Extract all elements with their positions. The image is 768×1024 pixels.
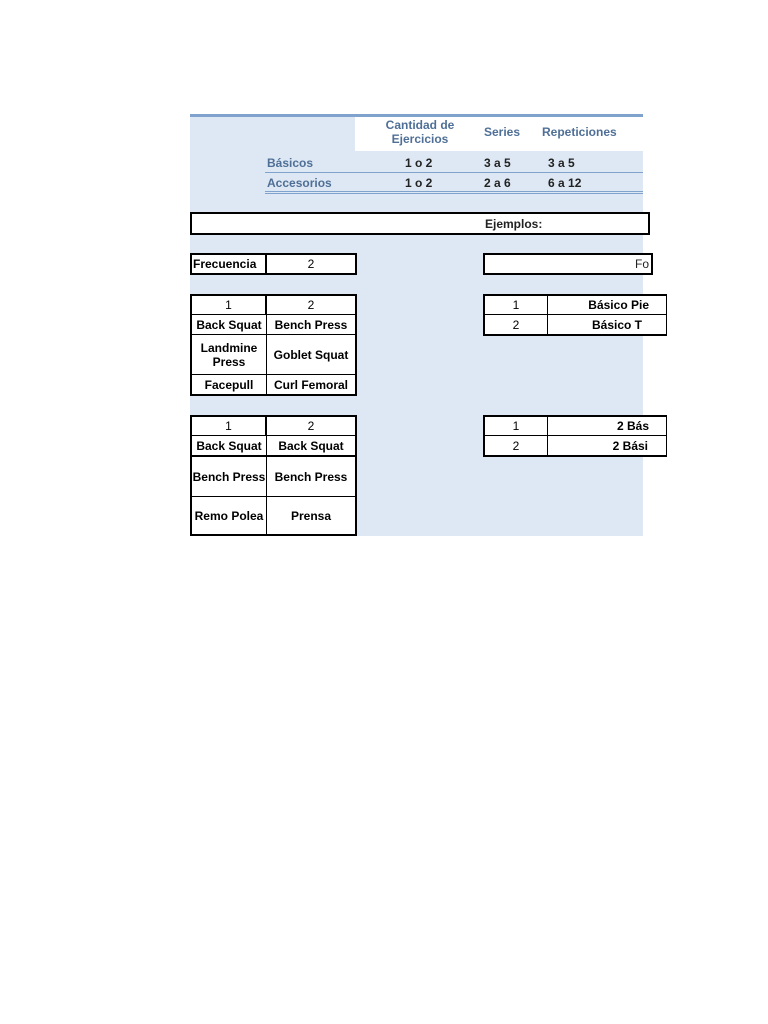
basicos-reps: 3 a 5 [548, 156, 575, 170]
row-label-accesorios: Accesorios [267, 176, 332, 190]
row-divider [265, 172, 643, 173]
table2-col-2: 2 [265, 415, 357, 437]
header-cantidad: Cantidad de Ejercicios [385, 118, 455, 146]
table1-cell: Landmine Press [190, 334, 267, 375]
right-header-label: Fo [635, 257, 650, 271]
right-table2-num: 2 [483, 435, 548, 457]
right-table2-text: 2 Bás [547, 415, 667, 436]
table2-cell: Remo Polea [190, 496, 267, 536]
accesorios-cantidad: 1 o 2 [405, 176, 433, 190]
row-divider-bottom2 [265, 193, 643, 194]
table2-cell: Back Squat [266, 435, 357, 457]
header-series: Series [483, 125, 521, 139]
right-table1-num: 1 [483, 294, 548, 315]
table1-cell: Back Squat [190, 314, 267, 335]
table2-cell: Bench Press [266, 456, 357, 497]
table1-cell: Curl Femoral [266, 374, 357, 396]
table1-col-2: 2 [265, 294, 357, 316]
table1-cell: Bench Press [266, 314, 357, 335]
right-table2-num: 1 [483, 415, 548, 436]
spreadsheet-area [190, 114, 650, 536]
table2-cell: Back Squat [190, 435, 267, 457]
basicos-series: 3 a 5 [484, 156, 511, 170]
table1-cell: Facepull [190, 374, 267, 396]
table1-col-1: 1 [190, 294, 267, 316]
right-table1-text: Básico T [547, 314, 667, 336]
right-table1-num: 2 [483, 314, 548, 336]
basicos-cantidad: 1 o 2 [405, 156, 433, 170]
table1-cell: Goblet Squat [266, 334, 357, 375]
right-header-bar [483, 253, 653, 275]
table2-cell: Prensa [266, 496, 357, 536]
frecuencia-value: 2 [265, 253, 357, 275]
right-table2-text: 2 Bási [547, 435, 667, 457]
ejemplos-label: Ejemplos: [485, 217, 543, 231]
right-table1-text: Básico Pie [547, 294, 667, 315]
accesorios-series: 2 a 6 [484, 176, 511, 190]
table2-col-1: 1 [190, 415, 267, 437]
ejemplos-bar [190, 212, 650, 235]
table2-cell: Bench Press [190, 456, 267, 497]
row-divider-bottom [265, 191, 643, 192]
frecuencia-label: Frecuencia [190, 253, 267, 275]
accesorios-reps: 6 a 12 [548, 176, 582, 190]
header-repeticiones: Repeticiones [542, 125, 617, 139]
row-label-basicos: Básicos [267, 156, 314, 170]
